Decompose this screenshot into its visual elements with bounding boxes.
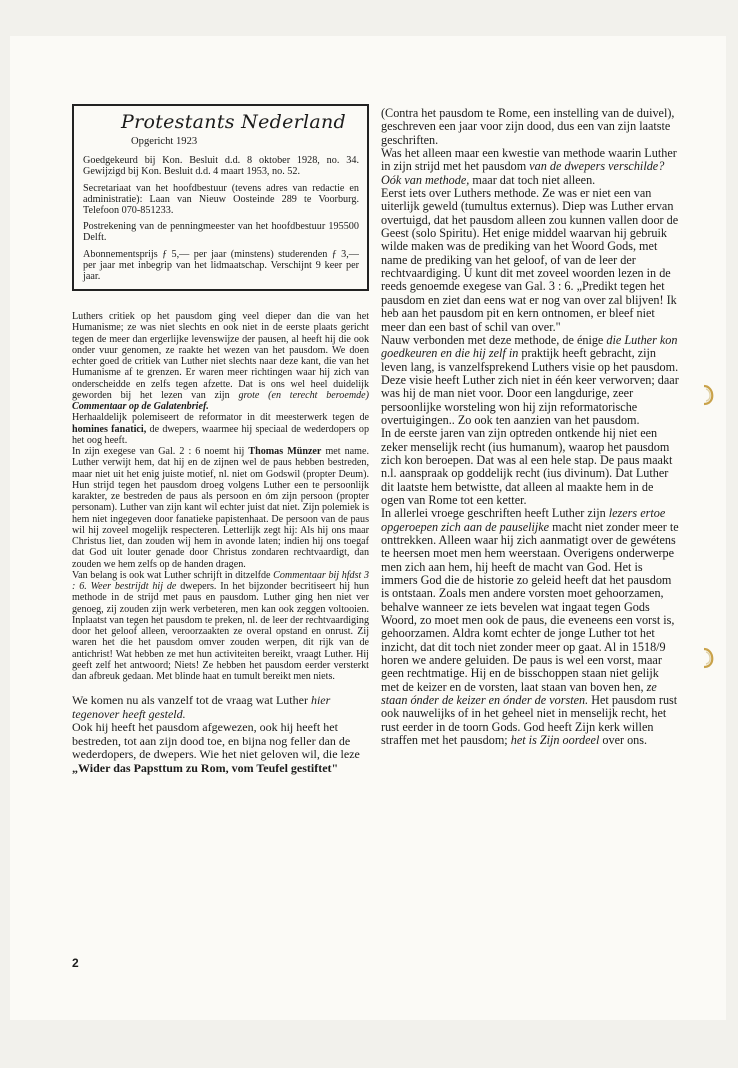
left-paragraph-4: Van belang is ook wat Luther schrijft in ditzelfde Commentaar bij hfdst 3 : 6. Weer bestrijdt hij de dwepers. In het bijzonder becritiseert hij hun methode in de strijd met paus en pausdom. Luther ging hen niet ver genoeg, zij zouden zijn werk verbeteren, men kan ook zeggen voltooien. Inplaatst van tegen het pausdom te preken, nl. de leer der rechtvaardiging door het geloof alleen, veroorzaakten ze overal opstand en onrust. Zij waren het die het pausdom omver zouden werpen, dit rijk van de antichrist! Wat hebben ze met hun activiteiten bereikt, vraagt Luther. Hij geeft zelf het antwoord; Niets! Ze hebben het pausdom eerder versterkt dan afbreuk gedaan. Met blinde haat en tumult bereikt men niets. bbox=[72, 569, 369, 683]
page-number: 2 bbox=[72, 956, 79, 970]
left-column bbox=[72, 104, 369, 775]
punch-hole-icon bbox=[700, 384, 718, 406]
right-paragraph-7: In allerlei vroege geschriften heeft Luther zijn lezers ertoe opgeroepen zich aan de pauselijke macht niet zonder meer te onttrekken. Alleen waar hij zich aanmatigt over de gewétens te heersen moet men hem weerstaan. Overigens onderwerpe men zich aan hem, hij heeft de macht van God. Het is immers God die de historie zo geleid heeft dat het pausdom is ontstaan. Zoals men andere vorsten moet gehoorzamen, behalve wanneer ze iets bevelen wat ingaat tegen Gods Woord, zo moet men ook de paus, die eveneens een vorst is, gehoorzamen. Aldra komt echter de jonge Luther tot het inzicht, dat dit toch niet zonder meer op gaat. Al in 1518/9 horen we andere geluiden. De paus is wel een vorst, maar geen rechtmatige. Hij en de bisschoppen staan niet gelijk met de keizer en de vorsten, laat staan van boven hen, ze staan ónder de keizer en ónder de vorsten. Het pausdom rust ook nauwelijks of in het geheel niet in menselijk recht, het rust eerder in de toorn Gods. God heeft Zijn kerk willen straffen met het pausdom; het is Zijn oordeel over ons. bbox=[381, 506, 679, 748]
left-paragraph-6: Ook hij heeft het pausdom afgewezen, ook hij heeft het bestreden, tot aan zijn dood toe, en bijna nog feller dan de wederdopers, de dwepers. Wie het niet geloven wil, die leze „Wider das Papsttum zu Rom, vom Teufel gestiftet" bbox=[72, 720, 360, 775]
left-paragraph-3: In zijn exegese van Gal. 2 : 6 noemt hij Thomas Münzer met name. Luther verwijt hem, dat hij en de zijnen wel de paus hebben bestreden, maar niet uit het enig juiste motief, nl. niet om Godswil (propter Deum). Hun strijd tegen het pausdom droeg volgens Luther een te persoonlijk karakter, ze bestreden de paus als persoon en óm zijn persoon (propter personam). Luther van zijn kant wil echter juist dat niet. Zijn polemiek is hem niet ingegeven door fanatieke papistenhaat. De persoon van de paus wil hij zoveel mogelijk respecteren. Letterlijk zegt hij: Als hij ons maar Christus liet, dan zouden wij hem in avonde laten; indien hij ons toegaf dat God uit louter genade door Christus zondaren rechtvaardigt, dan zouden we hem zelfs op de handen dragen. bbox=[72, 446, 369, 570]
right-paragraph-5: Deze visie heeft Luther zich niet in één keer verworven; daar was hij de man niet voor. Door een langdurige, zeer persoonlijke worsteling won hij zijn reformatorische overtuigingen.. Zo ook ten aanzien van het pausdom. bbox=[381, 372, 679, 427]
left-lower-block bbox=[72, 694, 369, 775]
right-paragraph-4: Nauw verbonden met deze methode, de énige die Luther kon goedkeuren en die hij zelf in praktijk heeft gebracht, zijn leven lang, is vanzelfsprekend Luthers visie op het pausdom. bbox=[381, 332, 679, 374]
right-column bbox=[381, 107, 679, 748]
masthead-approval: Goedgekeurd bij Kon. Besluit d.d. 8 oktober 1928, no. 34. Gewijzigd bij Kon. Besluit d.d. 4 maart 1953, no. 52. bbox=[83, 155, 359, 178]
masthead-subscription: Abonnementsprijs ƒ 5,— per jaar (minstens) studerenden ƒ 3,— per jaar met inbegrip van het lidmaatschap. Verschijnt 9 keer per jaar. bbox=[83, 248, 359, 283]
right-paragraph-1: (Contra het pausdom te Rome, een instelling van de duivel), geschreven een jaar voor zijn dood, dus een van zijn laatste geschriften. bbox=[381, 106, 675, 147]
left-paragraph-2: Herhaaldelijk polemiseert de reformator in dit meesterwerk tegen de homines fanatici, de dwepers, waarmee hij speciaal de wederdopers op het oog heeft. bbox=[72, 412, 369, 446]
masthead-postal-account: Postrekening van de penningmeester van het hoofdbestuur 195500 Delft. bbox=[83, 221, 359, 244]
right-paragraph-3: Eerst iets over Luthers methode. Ze was er niet een van uiterlijk geweld (tumultus externus). Diep was Luther ervan overtuigd, dat het pausdom alleen zou kunnen vallen door de Geest (solo Spiritu). Het enige middel waarvan hij gebruik wilde maken was de prediking van het Woord Gods, met name de prediking van het geloof, of van de leer der rechtvaardiging. U kunt dit met zoveel woorden lezen in de reeds genoemde exegese van Gal. 3 : 6. „Predikt tegen het pausdom en ziet dan eens wat er nog van over zal blijven! Ik heb aan het pausdom pit en kern ontnomen, er bleef niet meer dan een bast of schil van over." bbox=[381, 186, 679, 334]
right-paragraph-2: Was het alleen maar een kwestie van methode waarin Luther in zijn strijd met het pausdom van de dwepers verschilde? Oók van methode, maar dat toch niet alleen. bbox=[381, 146, 677, 187]
left-paragraph-1: Luthers critiek op het pausdom ging veel dieper dan die van het Humanisme; ze was niet slechts en ook niet in de eerste plaats gericht tegen de meer dan ergerlijke levenswijze der pausen, al heeft hij die ook onder vuur genomen, ze raakte het wezen van het pausdom. We doen echter goed de critiek van Luther niet slechts naar deze kant, die van het Humanisme af te grenzen. Er waren meer richtingen waar hij zich van onderscheidde en zelfs tegen afzette. Dat is ons wel heel duidelijk geworden bij het lezen van zijn grote (en terecht beroemde) Commentaar op de Galatenbrief. bbox=[72, 311, 370, 413]
masthead-secretariat: Secretariaat van het hoofdbestuur (tevens adres van redactie en administratie): Laan van Nieuw Oosteinde 289 te Voorburg. Telefoon 070-851233. bbox=[83, 182, 359, 217]
left-paragraph-5: We komen nu als vanzelf tot de vraag wat Luther hier tegenover heeft gesteld. bbox=[72, 693, 331, 721]
masthead-subtitle: Opgericht 1923 bbox=[131, 136, 198, 147]
masthead-box bbox=[72, 104, 369, 291]
masthead-title: Protestants Nederland bbox=[121, 111, 347, 133]
right-paragraph-6: In de eerste jaren van zijn optreden ontkende hij niet een zeker menselijk recht (ius humanum), waarop het pausdom zich kon beroepen. Dat was al een hele stap. De paus maakt n.l. aanspraak op goddelijk recht (ius divinum). Dat Luther dit laatste hem betwistte, dat alleen al maakte hem in de ogen van Rome tot een ketter. bbox=[381, 426, 673, 507]
punch-hole-icon bbox=[700, 647, 718, 669]
